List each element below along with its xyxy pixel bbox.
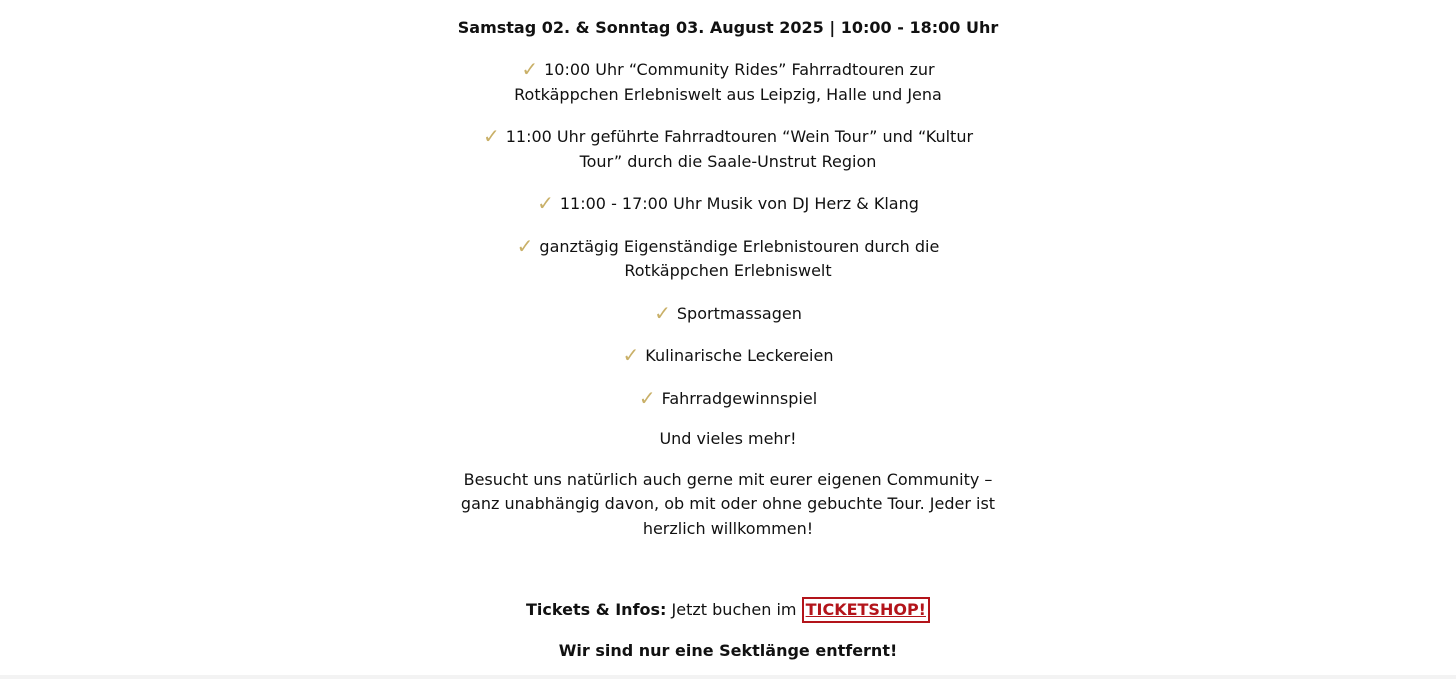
- list-item: [453, 190, 1003, 217]
- tickets-text: Jetzt buchen im: [671, 600, 797, 619]
- ticketshop-link[interactable]: TICKETSHOP!: [802, 597, 930, 623]
- checkmark-icon: ✓: [537, 191, 554, 215]
- list-item: [453, 342, 1003, 369]
- checkmark-icon: ✓: [622, 343, 640, 367]
- list-item: [453, 233, 1003, 284]
- list-item-text: Sportmassagen: [676, 303, 802, 323]
- event-date-heading: Samstag 02. & Sonntag 03. August 2025 | 10:00 - 18:00 Uhr: [457, 18, 999, 37]
- closing-text: Wir sind nur eine Sektlänge entfernt!: [558, 641, 898, 660]
- bottom-divider: [0, 675, 1456, 679]
- checkmark-icon: ✓: [654, 300, 671, 325]
- more-text: Und vieles mehr!: [659, 429, 797, 448]
- list-item-text: Kulinarische Leckereien: [645, 346, 834, 365]
- invite-text: Besucht uns natürlich auch gerne mit eurer eigenen Community – ganz unabhängig davon, ob mit oder ohne gebuchte Tour. Jeder ist herzlich willkommen!: [460, 469, 996, 538]
- event-info: [453, 16, 1003, 664]
- checkmark-icon: ✓: [516, 233, 534, 258]
- list-item-text: 10:00 Uhr “Community Rides” Fahrradtouren zur Rotkäppchen Erlebniswelt aus Leipzig, Halle und Jena: [514, 60, 942, 104]
- tickets-line: [453, 597, 1003, 623]
- checkmark-icon: ✓: [482, 124, 500, 148]
- list-item: [453, 385, 1003, 412]
- list-item-text: 11:00 - 17:00 Uhr Musik von DJ Herz & Klang: [559, 194, 919, 213]
- list-item-text: 11:00 Uhr geführte Fahrradtouren “Wein Tour” und “Kultur Tour” durch die Saale-Unstrut Region: [505, 127, 974, 171]
- list-item-text: Fahrradgewinnspiel: [661, 388, 818, 408]
- list-item-text: ganztägig Eigenständige Erlebnistouren durch die Rotkäppchen Erlebniswelt: [539, 236, 940, 280]
- checkmark-icon: ✓: [638, 385, 656, 410]
- tickets-label: Tickets & Infos:: [526, 600, 667, 619]
- list-item: [453, 300, 1003, 327]
- list-item: [453, 123, 1003, 174]
- list-item: [453, 56, 1003, 107]
- checkmark-icon: ✓: [521, 57, 539, 81]
